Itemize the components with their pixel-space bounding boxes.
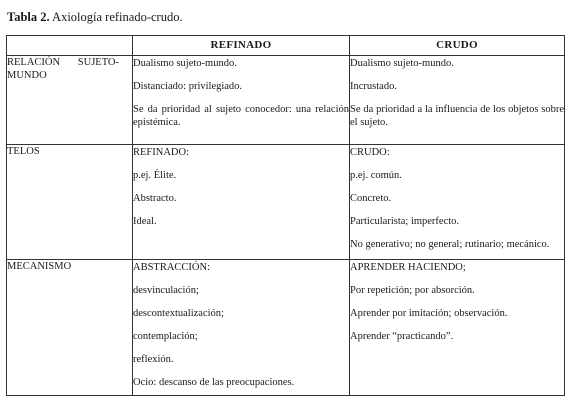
cell-entry: Concreto. [350,193,392,204]
cell-entry: CRUDO: [350,147,390,158]
row-label: MECANISMO [7,261,72,272]
cell-entry: desvinculación; [133,285,199,296]
cell-entry: p.ej. común. [350,170,402,181]
cell-entry: Ideal. [133,216,157,227]
cell-entry: descontextualización; [133,308,224,319]
table-row [7,145,565,260]
crudo-cell [350,56,565,145]
table-row [7,260,565,396]
cell-entry: Dualismo sujeto-mundo. [133,58,237,69]
cell-entry: Se da prioridad a la influencia de los objetos sobre el sujeto. [350,104,564,128]
cell-entry: p.ej. Élite. [133,170,177,181]
cell-entry: ABSTRACCIÓN: [133,262,211,273]
caption-label: Tabla 2. [7,10,50,24]
cell-entry: Ocio: descanso de las preocupaciones. [133,377,295,388]
cell-entry: Por repetición; por absorción. [350,285,475,296]
caption-text: Axiología refinado-crudo. [49,10,183,24]
refinado-cell [133,260,350,396]
row-label-cell [7,56,133,145]
cell-entry: REFINADO: [133,147,190,158]
cell-entry: Abstracto. [133,193,177,204]
row-label: TELOS [7,146,40,157]
cell-entry: Aprender “practicando”. [350,331,454,342]
table-caption [7,10,183,25]
cell-entry: Particularista; imperfecto. [350,216,460,227]
header-crudo: CRUDO [350,36,565,56]
table-row [7,56,565,145]
row-label-cell [7,260,133,396]
cell-entry: Aprender por imitación; observación. [350,308,508,319]
cell-entry: Distanciado: privilegiado. [133,81,243,92]
refinado-cell [133,145,350,260]
header-refinado: REFINADO [133,36,350,56]
cell-entry: Dualismo sujeto-mundo. [350,58,454,69]
header-empty [7,36,133,56]
crudo-cell [350,260,565,396]
row-label-cell [7,145,133,260]
cell-entry: Incrustado. [350,81,397,92]
cell-entry: Se da prioridad al sujeto conocedor: una relación epistémica. [133,104,349,128]
header-row [7,36,565,56]
row-label: RELACIÓN SUJETO-MUNDO [7,57,119,81]
cell-entry: No generativo; no general; rutinario; mecánico. [350,239,550,250]
cell-entry: reflexión. [133,354,174,365]
crudo-cell [350,145,565,260]
cell-entry: APRENDER HACIENDO; [350,262,466,273]
refinado-cell [133,56,350,145]
axiology-table [6,35,565,396]
cell-entry: contemplación; [133,331,198,342]
